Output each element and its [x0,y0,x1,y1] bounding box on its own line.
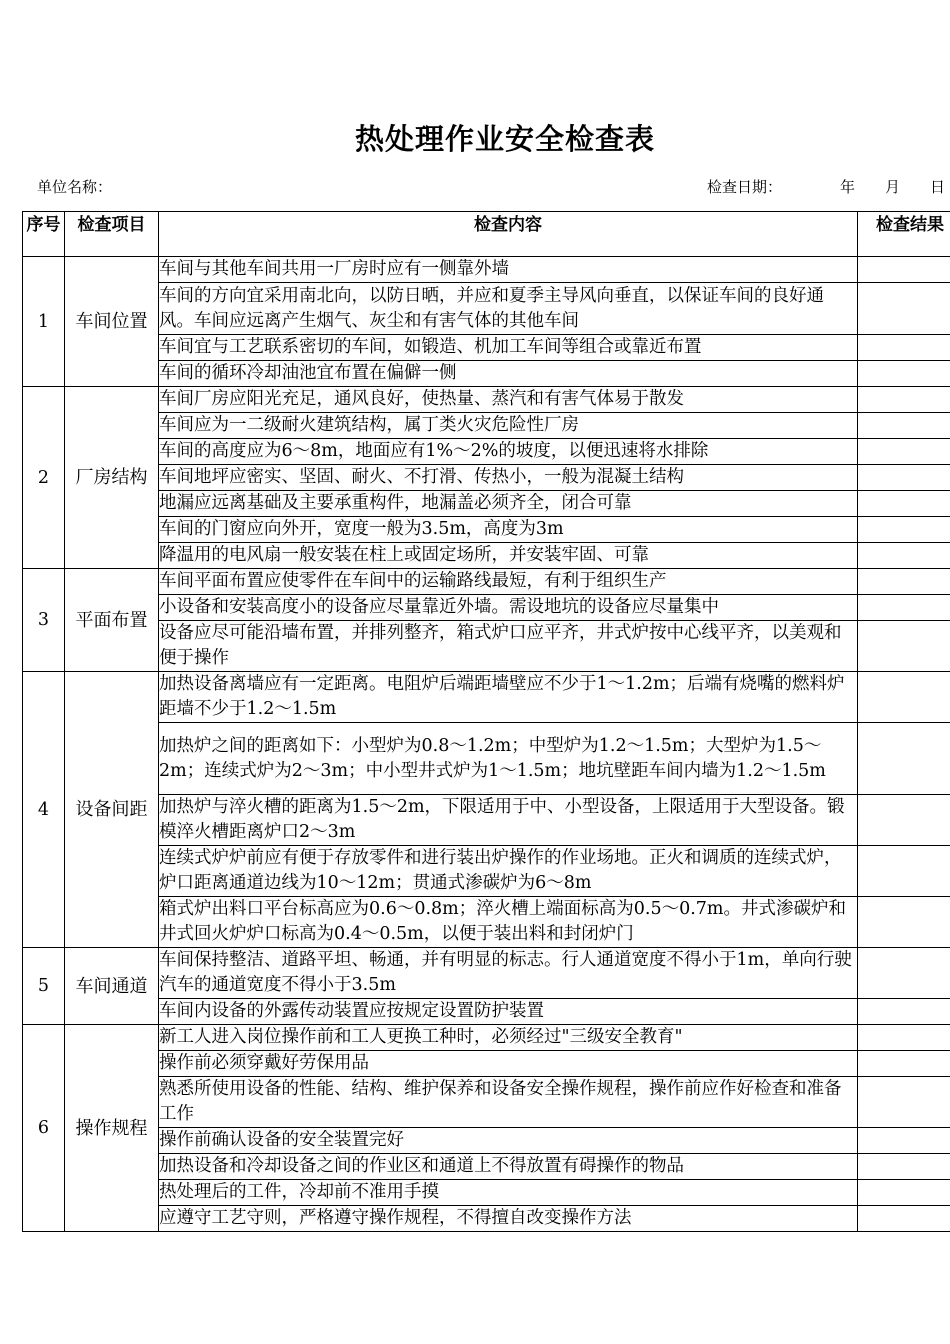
inspection-table [22,211,950,1232]
table-header-row [23,212,950,257]
check-result-cell[interactable] [858,795,950,846]
section-number: 2 [23,387,65,569]
table-row [23,517,950,543]
check-result-cell[interactable] [858,723,950,795]
check-content: 车间保持整洁、道路平坦、畅通，并有明显的标志。行人通道宽度不得小于1m，单向行驶汽车的通道宽度不得小于3.5m [159,948,858,999]
check-content: 加热设备离墙应有一定距离。电阻炉后端距墙壁应不少于1～1.2m；后端有烧嘴的燃料炉距墙不少于1.2～1.5m [159,672,858,723]
check-content: 车间平面布置应使零件在车间中的运输路线最短，有利于组织生产 [159,569,858,595]
header-result: 检查结果 [858,212,950,257]
section-item: 车间通道 [65,948,159,1025]
check-content: 熟悉所使用设备的性能、结构、维护保养和设备安全操作规程，操作前应作好检查和准备工作 [159,1077,858,1128]
section-item: 厂房结构 [65,387,159,569]
check-result-cell[interactable] [858,1051,950,1077]
table-row [23,1128,950,1154]
check-result-cell[interactable] [858,948,950,999]
inspection-date [707,176,945,197]
table-row [23,948,950,999]
check-content: 加热炉之间的距离如下：小型炉为0.8～1.2m；中型炉为1.2～1.5m；大型炉为1.5～2m；连续式炉为2～3m；中小型井式炉为1～1.5m；地坑壁距车间内墙为1.2～1.5m [159,723,858,795]
date-day: 日 [930,178,946,196]
section-item: 设备间距 [65,672,159,948]
check-content: 车间应为一二级耐火建筑结构，属丁类火灾危险性厂房 [159,413,858,439]
check-result-cell[interactable] [858,595,950,621]
check-content: 降温用的电风扇一般安装在柱上或固定场所，并安装牢固、可靠 [159,543,858,569]
check-result-cell[interactable] [858,387,950,413]
table-row [23,621,950,672]
check-result-cell[interactable] [858,1077,950,1128]
check-result-cell[interactable] [858,1154,950,1180]
check-content: 新工人进入岗位操作前和工人更换工种时，必须经过"三级安全教育" [159,1025,858,1051]
table-row [23,1154,950,1180]
table-row [23,387,950,413]
table-row [23,1206,950,1232]
check-result-cell[interactable] [858,465,950,491]
date-year: 年 [840,178,856,196]
date-month: 月 [885,178,901,196]
check-content: 车间的门窗应向外开，宽度一般为3.5m，高度为3m [159,517,858,543]
check-content: 车间与其他车间共用一厂房时应有一侧靠外墙 [159,257,858,283]
check-content: 车间内设备的外露传动装置应按规定设置防护装置 [159,999,858,1025]
date-label: 检查日期： [707,178,783,196]
table-row [23,672,950,723]
check-result-cell[interactable] [858,361,950,387]
check-result-cell[interactable] [858,335,950,361]
table-row [23,465,950,491]
header-item: 检查项目 [65,212,159,257]
check-content: 加热设备和冷却设备之间的作业区和通道上不得放置有碍操作的物品 [159,1154,858,1180]
header-content: 检查内容 [159,212,858,257]
section-item: 车间位置 [65,257,159,387]
header-no: 序号 [23,212,65,257]
table-row [23,897,950,948]
check-result-cell[interactable] [858,672,950,723]
table-row [23,1180,950,1206]
check-content: 操作前确认设备的安全装置完好 [159,1128,858,1154]
section-number: 6 [23,1025,65,1232]
check-content: 热处理后的工件，冷却前不准用手摸 [159,1180,858,1206]
check-result-cell[interactable] [858,621,950,672]
table-row [23,846,950,897]
table-row [23,491,950,517]
check-result-cell[interactable] [858,569,950,595]
check-content: 连续式炉炉前应有便于存放零件和进行装出炉操作的作业场地。正火和调质的连续式炉，炉口距离通道边线为10～12m；贯通式渗碳炉为6～8m [159,846,858,897]
table-body [23,257,950,1232]
check-content: 设备应尽可能沿墙布置，并排列整齐，箱式炉口应平齐，井式炉按中心线平齐，以美观和便于操作 [159,621,858,672]
check-result-cell[interactable] [858,846,950,897]
table-row [23,1051,950,1077]
check-content: 操作前必须穿戴好劳保用品 [159,1051,858,1077]
table-row [23,335,950,361]
check-result-cell[interactable] [858,1128,950,1154]
check-result-cell[interactable] [858,283,950,335]
check-result-cell[interactable] [858,491,950,517]
section-item: 操作规程 [65,1025,159,1232]
table-row [23,1025,950,1051]
section-item: 平面布置 [65,569,159,672]
check-result-cell[interactable] [858,439,950,465]
section-number: 4 [23,672,65,948]
check-result-cell[interactable] [858,1025,950,1051]
check-content: 小设备和安装高度小的设备应尽量靠近外墙。需设地坑的设备应尽量集中 [159,595,858,621]
table-row [23,413,950,439]
check-result-cell[interactable] [858,1180,950,1206]
table-row [23,283,950,335]
table-row [23,439,950,465]
check-result-cell[interactable] [858,897,950,948]
table-row [23,569,950,595]
check-result-cell[interactable] [858,543,950,569]
check-content: 车间的循环冷却油池宜布置在偏僻一侧 [159,361,858,387]
check-content: 车间的高度应为6～8m，地面应有1%～2%的坡度，以便迅速将水排除 [159,439,858,465]
check-result-cell[interactable] [858,999,950,1025]
check-content: 车间厂房应阳光充足，通风良好，使热量、蒸汽和有害气体易于散发 [159,387,858,413]
table-row [23,543,950,569]
section-number: 1 [23,257,65,387]
check-content: 车间宜与工艺联系密切的车间，如锻造、机加工车间等组合或靠近布置 [159,335,858,361]
section-number: 3 [23,569,65,672]
table-row [23,795,950,846]
table-row [23,723,950,795]
unit-name-label: 单位名称： [37,178,113,196]
check-content: 应遵守工艺守则，严格遵守操作规程，不得擅自改变操作方法 [159,1206,858,1232]
table-row [23,595,950,621]
table-row [23,257,950,283]
check-result-cell[interactable] [858,413,950,439]
table-row [23,1077,950,1128]
table-row [23,361,950,387]
check-content: 加热炉与淬火槽的距离为1.5～2m，下限适用于中、小型设备，上限适用于大型设备。锻模淬火槽距离炉口2～3m [159,795,858,846]
table-row [23,999,950,1025]
page-title: 热处理作业安全检查表 [354,122,655,156]
check-result-cell[interactable] [858,257,950,283]
section-number: 5 [23,948,65,1025]
check-result-cell[interactable] [858,1206,950,1232]
check-result-cell[interactable] [858,517,950,543]
check-content: 车间的方向宜采用南北向，以防日晒，并应和夏季主导风向垂直，以保证车间的良好通风。车间应远离产生烟气、灰尘和有害气体的其他车间 [159,283,858,335]
check-content: 地漏应远离基础及主要承重构件，地漏盖必须齐全，闭合可靠 [159,491,858,517]
check-content: 车间地坪应密实、坚固、耐火、不打滑、传热小，一般为混凝土结构 [159,465,858,491]
check-content: 箱式炉出料口平台标高应为0.6～0.8m；淬火槽上端面标高为0.5～0.7m。井式渗碳炉和井式回火炉炉口标高为0.4～0.5m，以便于装出料和封闭炉门 [159,897,858,948]
